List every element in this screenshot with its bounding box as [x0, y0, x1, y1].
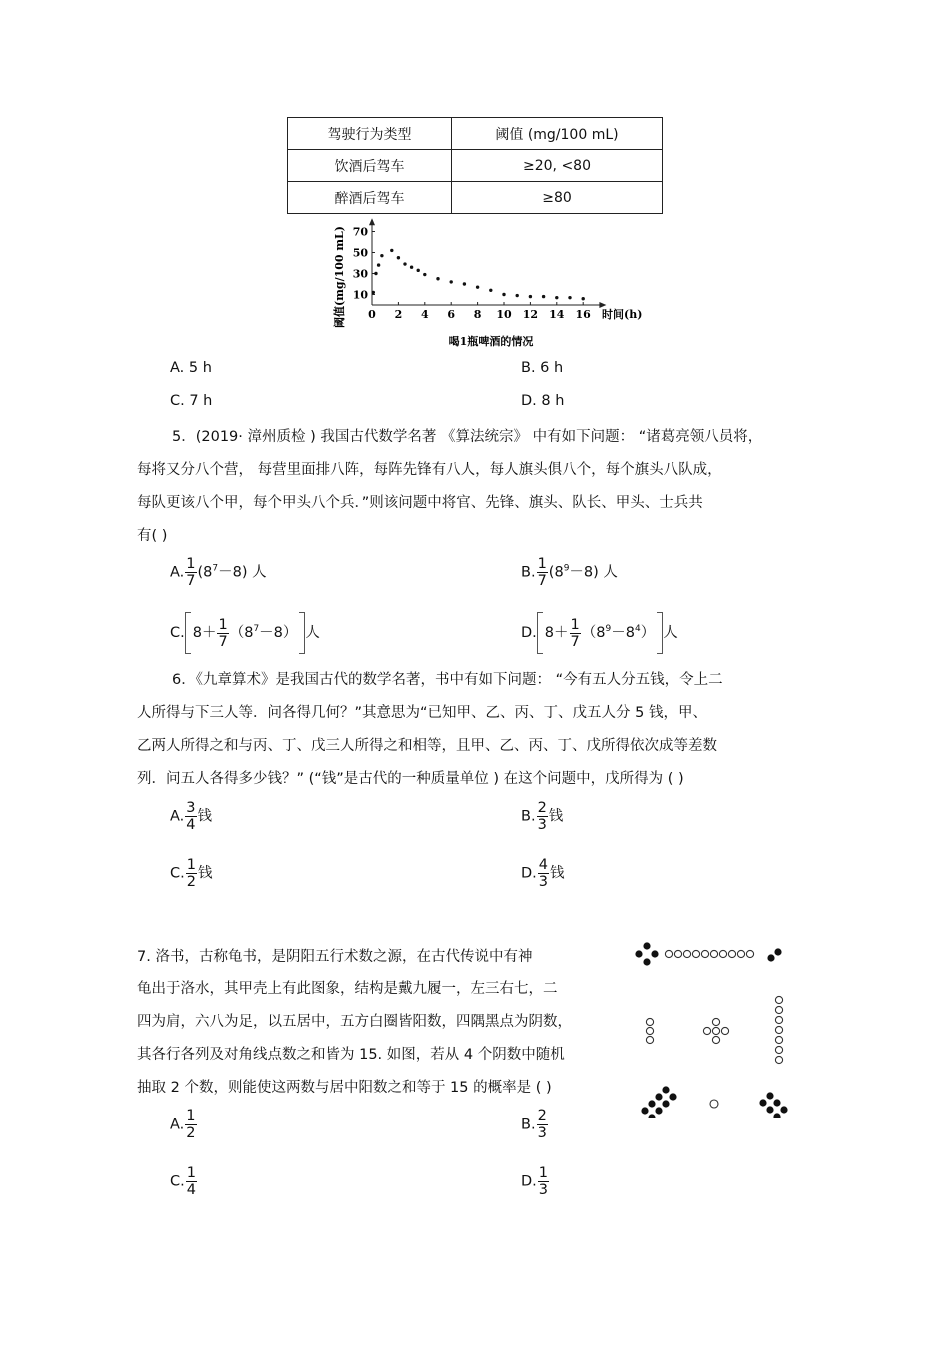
- option-rest: ）: [640, 625, 656, 641]
- q4-option-d[interactable]: D. 8 h: [521, 393, 565, 409]
- x-tick-label: 0: [368, 308, 376, 321]
- numerator: 1: [538, 1165, 549, 1181]
- table-row: [288, 150, 663, 182]
- q7-line-1: 7. 洛书，古称龟书，是阴阳五行术数之源，在古代传说中有神: [137, 949, 533, 965]
- fraction: [185, 1108, 196, 1141]
- left-bracket: [537, 612, 543, 654]
- denominator: 3: [537, 817, 547, 833]
- luoshu-left-white-three: [646, 1018, 653, 1043]
- q6-option-a[interactable]: [170, 800, 212, 833]
- left-bracket: [185, 612, 191, 654]
- fraction: [537, 800, 548, 833]
- q7-line-3: 四为肩，六八为足，以五居中，五方白圈皆阳数，四隅黑点为阴数，: [137, 1014, 572, 1030]
- q7-option-d[interactable]: [521, 1165, 550, 1198]
- exponent: 9: [605, 624, 612, 635]
- option-label: D.: [521, 1173, 537, 1190]
- fraction: [217, 617, 228, 650]
- q5-option-a[interactable]: [170, 556, 267, 589]
- fraction: [185, 800, 196, 833]
- fraction: [186, 1165, 197, 1198]
- data-point: [423, 273, 426, 276]
- chart-title: 喝1瓶啤酒的情况: [448, 335, 534, 348]
- option-label: C.: [170, 625, 185, 641]
- denominator: 4: [186, 817, 196, 833]
- fraction: [538, 857, 549, 890]
- table-row: [288, 182, 663, 214]
- data-point: [542, 295, 545, 298]
- data-point: [555, 296, 558, 299]
- y-tick-label: 30: [352, 267, 368, 281]
- q6-option-b[interactable]: [521, 800, 563, 833]
- option-base: （8: [229, 625, 254, 641]
- luoshu-top-white-nine: [665, 950, 753, 957]
- x-tick-label: 8: [473, 308, 482, 321]
- option-label: B.: [521, 1116, 536, 1133]
- q7-line-2: 龟出于洛水，其甲壳上有此图象，结构是戴九履一，左三右七，二: [137, 981, 558, 997]
- table-cell: ≥20, <80: [452, 150, 663, 182]
- table-cell: 驾驶行为类型: [288, 118, 452, 150]
- denominator: 2: [186, 874, 196, 890]
- q6-line-1: 6．《九章算术》是我国古代的数学名著，书中有如下问题： “今有五人分五钱，令上二: [172, 672, 723, 688]
- data-point: [450, 280, 453, 283]
- option-rest: －8) 人: [569, 564, 618, 581]
- data-point: [390, 249, 393, 252]
- numerator: 1: [186, 1108, 196, 1124]
- numerator: 1: [186, 556, 196, 572]
- option-label: A.: [170, 1116, 185, 1133]
- alcohol-chart: [330, 217, 660, 352]
- data-point: [489, 289, 492, 292]
- x-tick-label: 2: [394, 308, 403, 321]
- option-label: A.: [170, 808, 185, 825]
- q4-option-b[interactable]: B. 6 h: [521, 360, 564, 376]
- numerator: 1: [186, 1165, 196, 1181]
- q6-line-4: 列．问五人各得多少钱？” (“钱”是古代的一种质量单位 ) 在这个问题中，戊所得为 ( ): [137, 771, 684, 787]
- denominator: 7: [537, 573, 547, 589]
- option-mid: －8: [611, 625, 635, 641]
- denominator: 7: [570, 633, 580, 650]
- option-label: D.: [521, 865, 537, 882]
- y-axis-label: 阈值(mg/100 mL): [333, 226, 346, 328]
- x-tick-label: 14: [549, 308, 565, 321]
- option-pre: 8＋: [544, 625, 569, 641]
- data-point: [568, 296, 571, 299]
- numerator: 4: [538, 857, 549, 873]
- q5-line-2: 每将又分八个营， 每营里面排八阵，每阵先锋有八人，每人旗头俱八个，每个旗头八队成，: [137, 462, 722, 478]
- fraction: [537, 1108, 548, 1141]
- option-pre: 8＋: [192, 625, 217, 641]
- q5-line-1: 5．(2019· 漳州质检 ) 我国古代数学名著 《算法统宗》 中有如下问题： “诸葛亮领八员将，: [172, 429, 763, 445]
- q7-option-a[interactable]: [170, 1108, 198, 1141]
- q7-line-4: 其各行各列及对角线点数之和皆为 15. 如图，若从 4 个阴数中随机: [137, 1047, 565, 1063]
- numerator: 1: [570, 616, 580, 633]
- table-cell: ≥80: [452, 182, 663, 214]
- q7-option-c[interactable]: [170, 1165, 198, 1198]
- option-base: (8: [197, 564, 213, 581]
- x-tick-label: 6: [447, 308, 456, 321]
- q6-option-c[interactable]: [170, 857, 212, 890]
- x-tick-label: 4: [420, 308, 429, 321]
- q7-line-5: 抽取 2 个数，则能使这两数与居中阳数之和等于 15 的概率是 ( ): [137, 1080, 552, 1096]
- table-cell: 饮酒后驾车: [288, 150, 452, 182]
- denominator: 7: [218, 633, 228, 650]
- numerator: 1: [218, 616, 228, 633]
- x-tick-label: 12: [522, 308, 539, 321]
- y-tick-label: 50: [352, 246, 368, 260]
- data-point: [463, 282, 466, 285]
- denominator: 2: [186, 1125, 196, 1141]
- y-axis-arrow: [369, 218, 375, 225]
- table-cell: 醉酒后驾车: [288, 182, 452, 214]
- numerator: 1: [186, 857, 196, 873]
- luoshu-top-right-black: [767, 948, 781, 961]
- x-tick-label: 16: [575, 308, 591, 321]
- q5-option-d[interactable]: [521, 612, 678, 654]
- data-point: [502, 293, 505, 296]
- data-point: [417, 269, 420, 272]
- fraction: [186, 857, 197, 890]
- denominator: 4: [186, 1182, 196, 1198]
- q5-option-b[interactable]: [521, 556, 618, 589]
- data-point: [403, 262, 406, 265]
- numerator: 2: [537, 800, 547, 816]
- luoshu-bottom-right-black: [759, 1092, 787, 1118]
- option-rest: －8) 人: [218, 564, 267, 581]
- numerator: 3: [186, 800, 196, 816]
- option-unit: 钱: [550, 865, 565, 882]
- exponent: 7: [212, 563, 219, 574]
- option-unit: 钱: [197, 808, 213, 825]
- data-point: [380, 254, 383, 257]
- option-unit: 钱: [197, 865, 213, 882]
- option-unit: 钱: [548, 808, 564, 825]
- data-point: [529, 295, 532, 298]
- numerator: 2: [537, 1108, 547, 1124]
- y-tick-label: 10: [352, 288, 368, 302]
- fraction: [570, 617, 581, 650]
- denominator: 3: [537, 1125, 547, 1141]
- denominator: 3: [538, 1182, 549, 1198]
- q6-line-3: 乙两人所得之和与丙、丁、戊三人所得之和相等，且甲、乙、丙、丁、戊所得依次成等差数: [137, 738, 717, 754]
- denominator: 3: [538, 874, 549, 890]
- option-rest: －8）: [259, 625, 298, 641]
- data-point: [410, 266, 413, 269]
- fraction: [185, 556, 196, 589]
- option-label: B.: [521, 808, 536, 825]
- option-unit: 人: [663, 625, 678, 641]
- q5-line-3: 每队更该八个甲，每个甲头八个兵．”则该问题中将官、先锋、旗头、队长、甲头、士兵共: [137, 495, 703, 511]
- exponent: 9: [563, 563, 570, 574]
- q5-line-4: 有( ): [137, 528, 168, 544]
- data-point: [372, 291, 375, 294]
- option-label: B.: [521, 564, 536, 581]
- data-point: [436, 277, 439, 280]
- table-header-row: [288, 118, 663, 150]
- q4-option-a[interactable]: A. 5 h: [170, 360, 212, 376]
- option-label: C.: [170, 865, 185, 882]
- exponent: 4: [634, 624, 641, 635]
- fraction: [537, 556, 548, 589]
- q7-option-b[interactable]: [521, 1108, 549, 1141]
- denominator: 7: [186, 573, 196, 589]
- table-cell: 阈值 (mg/100 mL): [452, 118, 663, 150]
- data-point: [377, 263, 380, 266]
- luoshu-bottom-white-one: [710, 1100, 718, 1108]
- option-label: D.: [521, 625, 537, 641]
- data-point: [476, 285, 479, 288]
- data-point: [516, 294, 519, 297]
- luoshu-figure: [632, 938, 792, 1118]
- q4-option-c[interactable]: C. 7 h: [170, 393, 213, 409]
- option-base: (8: [548, 564, 564, 581]
- data-point: [374, 272, 377, 275]
- threshold-table: [287, 117, 663, 214]
- option-base: （8: [581, 625, 606, 641]
- luoshu-top-left-black: [635, 942, 658, 965]
- data-point: [582, 297, 585, 300]
- luoshu-right-white-seven: [775, 996, 782, 1063]
- option-unit: 人: [305, 625, 320, 641]
- option-label: C.: [170, 1173, 185, 1190]
- luoshu-center-white-five: [703, 1018, 728, 1043]
- exponent: 7: [253, 624, 260, 635]
- x-tick-label: 10: [496, 308, 512, 321]
- q6-option-d[interactable]: [521, 857, 565, 890]
- q6-line-2: 人所得与下三人等．问各得几何？”其意思为“已知甲、乙、丙、丁、戊五人分 5 钱，甲、: [137, 705, 707, 721]
- q5-option-c[interactable]: [170, 612, 320, 654]
- data-point: [397, 256, 400, 259]
- x-axis-label: 时间(h): [602, 308, 643, 321]
- option-label: A.: [170, 564, 185, 581]
- luoshu-bottom-left-black: [641, 1086, 676, 1118]
- numerator: 1: [537, 556, 547, 572]
- y-tick-label: 70: [352, 225, 368, 239]
- fraction: [538, 1165, 549, 1198]
